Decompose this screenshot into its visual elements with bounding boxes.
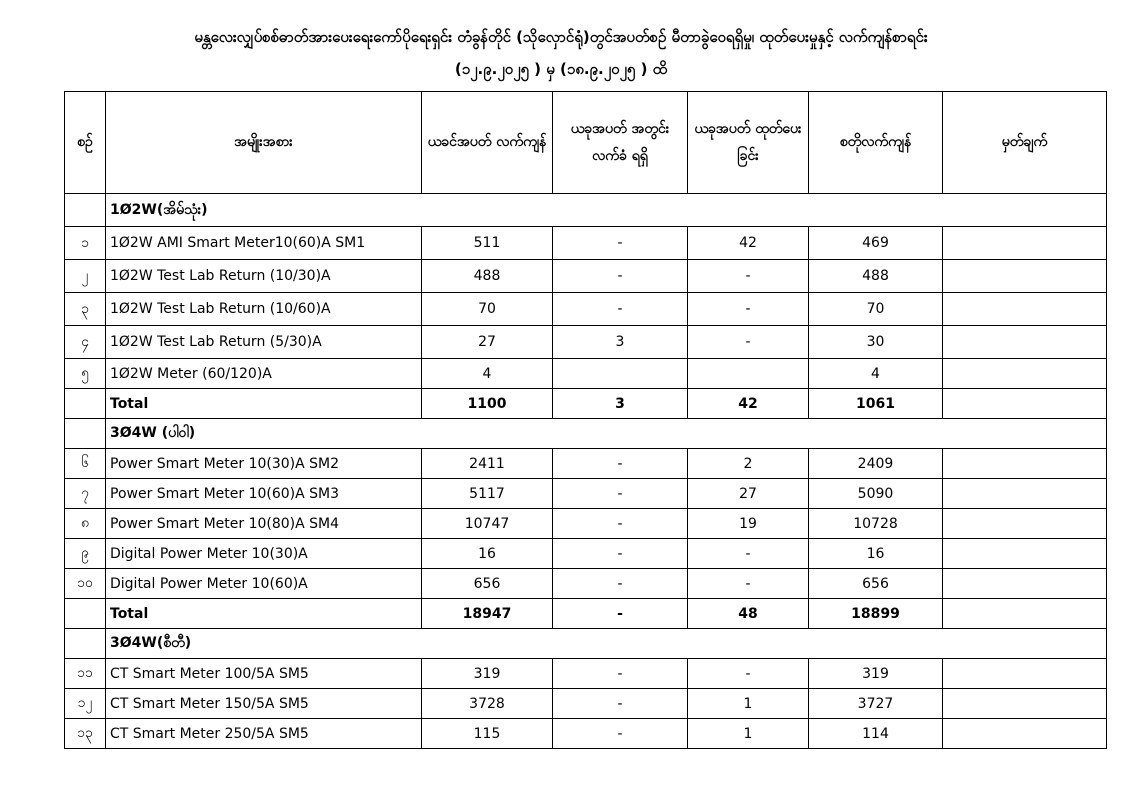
row-name: 1Ø2W Test Lab Return (10/60)A: [106, 293, 422, 326]
group-label: 1Ø2W(အိမ်သုံး): [106, 194, 1107, 227]
row-prev: 16: [422, 539, 553, 569]
row-balance: 70: [809, 293, 943, 326]
row-name: 1Ø2W Test Lab Return (10/30)A: [106, 260, 422, 293]
row-remarks: [943, 359, 1107, 389]
row-no: ၁၀: [65, 569, 106, 599]
row-remarks: [943, 659, 1107, 689]
row-prev: 5117: [422, 479, 553, 509]
row-prev: 115: [422, 719, 553, 749]
row-recv: 3: [553, 326, 688, 359]
row-remarks: [943, 689, 1107, 719]
row-recv: -: [553, 659, 688, 689]
group-header-row: [65, 419, 1107, 449]
row-no: ၇: [65, 479, 106, 509]
row-issued: 19: [688, 509, 809, 539]
row-balance: 10728: [809, 509, 943, 539]
row-remarks: [943, 509, 1107, 539]
table-row: [65, 449, 1107, 479]
table-row: [65, 689, 1107, 719]
row-recv: -: [553, 719, 688, 749]
total-prev: 18947: [422, 599, 553, 629]
table-row: [65, 509, 1107, 539]
row-remarks: [943, 449, 1107, 479]
row-prev: 10747: [422, 509, 553, 539]
row-balance: 2409: [809, 449, 943, 479]
row-balance: 30: [809, 326, 943, 359]
row-balance: 3727: [809, 689, 943, 719]
row-remarks: [943, 293, 1107, 326]
row-remarks: [943, 719, 1107, 749]
row-balance: 4: [809, 359, 943, 389]
total-spacer: [65, 599, 106, 629]
row-recv: -: [553, 539, 688, 569]
row-recv: [553, 359, 688, 389]
row-name: CT Smart Meter 150/5A SM5: [106, 689, 422, 719]
row-no: ၈: [65, 509, 106, 539]
group-spacer: [65, 419, 106, 449]
row-recv: -: [553, 260, 688, 293]
row-issued: 1: [688, 689, 809, 719]
group-spacer: [65, 194, 106, 227]
row-prev: 511: [422, 227, 553, 260]
row-balance: 319: [809, 659, 943, 689]
total-spacer: [65, 389, 106, 419]
row-remarks: [943, 326, 1107, 359]
row-name: CT Smart Meter 250/5A SM5: [106, 719, 422, 749]
row-recv: -: [553, 569, 688, 599]
row-recv: -: [553, 689, 688, 719]
group-label: 3Ø4W (ပါဝါ): [106, 419, 1107, 449]
row-issued: -: [688, 293, 809, 326]
row-issued: -: [688, 326, 809, 359]
header-no: စဉ်: [65, 92, 106, 194]
total-row: [65, 599, 1107, 629]
total-row: [65, 389, 1107, 419]
row-issued: 42: [688, 227, 809, 260]
group-header-row: [65, 629, 1107, 659]
row-remarks: [943, 569, 1107, 599]
header-issued: ယခုအပတ် ထုတ်ပေးခြင်း: [688, 92, 809, 194]
total-remarks: [943, 389, 1107, 419]
row-name: Power Smart Meter 10(30)A SM2: [106, 449, 422, 479]
row-no: ၂: [65, 260, 106, 293]
table-row: [65, 293, 1107, 326]
row-name: Digital Power Meter 10(60)A: [106, 569, 422, 599]
row-remarks: [943, 260, 1107, 293]
row-name: Power Smart Meter 10(80)A SM4: [106, 509, 422, 539]
table-row: [65, 359, 1107, 389]
row-balance: 5090: [809, 479, 943, 509]
table-row: [65, 659, 1107, 689]
row-remarks: [943, 479, 1107, 509]
row-no: ၆: [65, 449, 106, 479]
table-row: [65, 227, 1107, 260]
total-remarks: [943, 599, 1107, 629]
row-recv: -: [553, 479, 688, 509]
row-balance: 114: [809, 719, 943, 749]
total-balance: 1061: [809, 389, 943, 419]
table-row: [65, 260, 1107, 293]
table-row: [65, 719, 1107, 749]
header-total-balance: စတိုလက်ကျန်: [809, 92, 943, 194]
total-label: Total: [106, 389, 422, 419]
row-issued: -: [688, 659, 809, 689]
document-title: မန္တလေးလျှပ်စစ်ဓာတ်အားပေးရေးကော်ပိုရေးရှင်း တံခွန်တိုင် (သိုလှောင်ရုံ)တွင်အပတ်စဉ် မီတာခွဲဝေရရှိမှု၊ ထုတ်ပေးမှုနှင့် လက်ကျန်စာရင်း: [194, 28, 928, 46]
total-label: Total: [106, 599, 422, 629]
row-name: CT Smart Meter 100/5A SM5: [106, 659, 422, 689]
total-recv: 3: [553, 389, 688, 419]
row-issued: -: [688, 569, 809, 599]
row-no: ၁၁: [65, 659, 106, 689]
row-prev: 488: [422, 260, 553, 293]
row-issued: -: [688, 539, 809, 569]
row-prev: 656: [422, 569, 553, 599]
row-prev: 27: [422, 326, 553, 359]
date-range: (၁၂.၉.၂၀၂၅ ) မှ (၁၈.၉.၂၀၂၅ ) ထိ: [454, 60, 668, 78]
header-remarks: မှတ်ချက်: [943, 92, 1107, 194]
row-name: 1Ø2W Test Lab Return (5/30)A: [106, 326, 422, 359]
row-no: ၉: [65, 539, 106, 569]
total-balance: 18899: [809, 599, 943, 629]
group-spacer: [65, 629, 106, 659]
total-recv: -: [553, 599, 688, 629]
row-no: ၄: [65, 326, 106, 359]
group-header-row: [65, 194, 1107, 227]
table-row: [65, 569, 1107, 599]
row-issued: 27: [688, 479, 809, 509]
row-no: ၁၂: [65, 689, 106, 719]
row-no: ၁၃: [65, 719, 106, 749]
row-recv: -: [553, 509, 688, 539]
row-no: ၃: [65, 293, 106, 326]
row-no: ၁: [65, 227, 106, 260]
table-row: [65, 479, 1107, 509]
row-prev: 2411: [422, 449, 553, 479]
total-issued: 48: [688, 599, 809, 629]
header-type: အမျိုးအစား: [106, 92, 422, 194]
row-name: 1Ø2W AMI Smart Meter10(60)A SM1: [106, 227, 422, 260]
table-row: [65, 539, 1107, 569]
header-prev-balance: ယခင်အပတ် လက်ကျန်: [422, 92, 553, 194]
row-balance: 488: [809, 260, 943, 293]
row-prev: 70: [422, 293, 553, 326]
row-prev: 319: [422, 659, 553, 689]
row-issued: [688, 359, 809, 389]
row-balance: 656: [809, 569, 943, 599]
total-prev: 1100: [422, 389, 553, 419]
table-row: [65, 326, 1107, 359]
row-recv: -: [553, 293, 688, 326]
row-remarks: [943, 227, 1107, 260]
header-row: [65, 92, 1107, 194]
row-prev: 3728: [422, 689, 553, 719]
row-prev: 4: [422, 359, 553, 389]
row-name: Digital Power Meter 10(30)A: [106, 539, 422, 569]
row-balance: 469: [809, 227, 943, 260]
row-issued: 2: [688, 449, 809, 479]
row-name: 1Ø2W Meter (60/120)A: [106, 359, 422, 389]
row-recv: -: [553, 227, 688, 260]
row-balance: 16: [809, 539, 943, 569]
row-no: ၅: [65, 359, 106, 389]
header-received: ယခုအပတ် အတွင်းလက်ခံ ရရှိ: [553, 92, 688, 194]
row-issued: 1: [688, 719, 809, 749]
row-issued: -: [688, 260, 809, 293]
row-remarks: [943, 539, 1107, 569]
row-recv: -: [553, 449, 688, 479]
total-issued: 42: [688, 389, 809, 419]
inventory-table: [64, 91, 1107, 749]
group-label: 3Ø4W(စီတီ): [106, 629, 1107, 659]
row-name: Power Smart Meter 10(60)A SM3: [106, 479, 422, 509]
